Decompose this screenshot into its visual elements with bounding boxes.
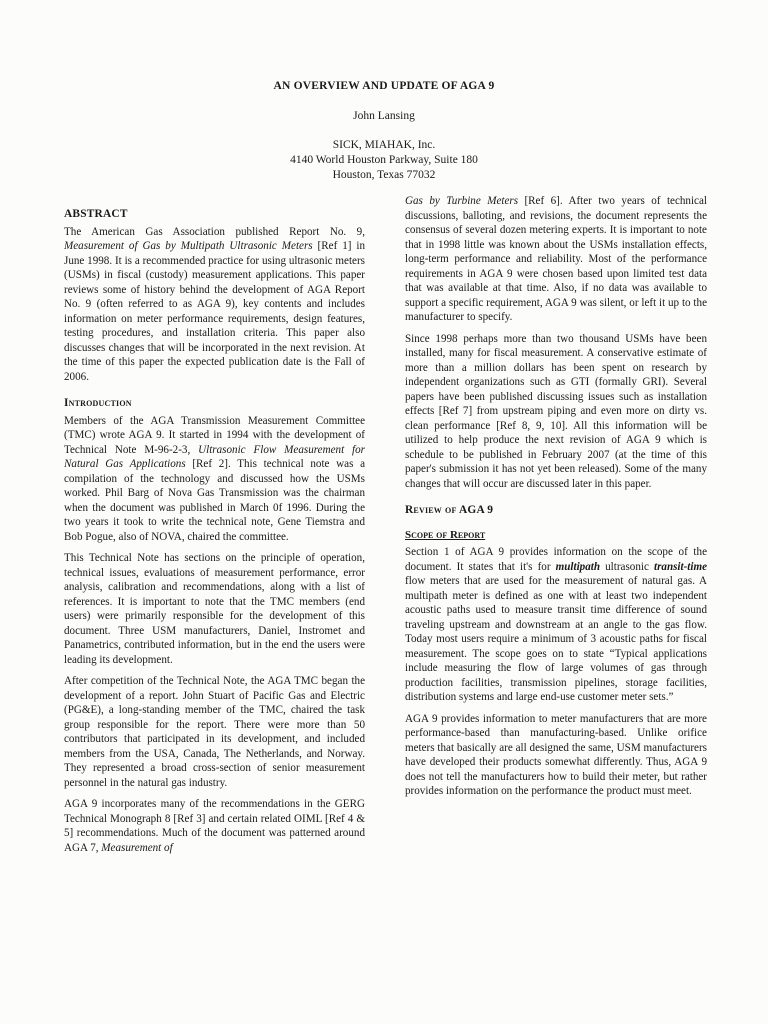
- right-column: [405, 194, 707, 806]
- intro-paragraph-4: AGA 9 incorporates many of the recommendations in the GERG Technical Monograph 8 [Ref 3] and certain related OIML [Ref 4 & 5] recommendations. Much of the document was patterned around AGA 7, Measurement of: [64, 798, 365, 854]
- continued-paragraph: Gas by Turbine Meters [Ref 6]. After two years of technical discussions, balloting, and revisions, the document represents the consensus of several dozen metering experts. It is important to note that in 1998 little was known about the USMs installation effects, long-term performance and reliability. Most of the performance requirements in AGA 9 were chosen based upon limited test data that was available at that time. Also, if no data was available to support a specific requirement, AGA 9 was silent, or left it up to the manufacturer to specify.: [405, 195, 707, 323]
- intro-paragraph-1: Members of the AGA Transmission Measurement Committee (TMC) wrote AGA 9. It started in 1994 with the development of Technical Note M-96-2-3, Ultrasonic Flow Measurement for Natural Gas Applications [Ref 2]. This technical note was a compilation of the technology and discussed how the USMs worked. Phil Barg of Nova Gas Transmission was the chairman when the document was published in March 0f 1996. During the two years it took to write the technical note, Gene Tiemstra and Bob Pogue, also of NOVA, chaired the committee.: [64, 414, 365, 543]
- since-1998-paragraph: Since 1998 perhaps more than two thousand USMs have been installed, many for fiscal measurement. A conservative estimate of more than a million dollars has been spent on research by independent organizations such as GTI (formally GRI). Several papers have been published discussing issues such as installation effects [Ref 7] from upstream piping and even more on dirty vs. clean performance [Ref 8, 9, 10]. All this information will be utilized to help produce the next revision of AGA 9 which is schedule to be published in February 2007 (at the time of this paper's submission it has not yet been released). Some of the many changes that will occur are discussed later in this paper.: [405, 332, 707, 490]
- left-column: [64, 207, 365, 862]
- scope-paragraph-1: Section 1 of AGA 9 provides information on the scope of the document. It states that it's for multipath ultrasonic transit-time flow meters that are used for the measurement of natural gas. A multipath meter is defined as one with at least two independent acoustic paths used to measure transit time difference of sound traveling upstream and downstream at an angle to the gas flow. Today most users require a minimum of 3 acoustic paths for fiscal measurement. The scope goes on to state “Typical applications include measuring the flow of large volumes of gas through production facilities, transmission pipelines, storage facilities, distribution systems and large end-use customer meter sets.”: [405, 546, 708, 703]
- affiliation-address: 4140 World Houston Parkway, Suite 180: [290, 154, 478, 166]
- scope-heading: Scope of Report: [405, 528, 486, 541]
- introduction-heading: Introduction: [64, 397, 132, 409]
- abstract-paragraph: The American Gas Association published Report No. 9, Measurement of Gas by Multipath Ultrasonic Meters [Ref 1] in June 1998. It is a recommended practice for using ultrasonic meters (USMs) in fiscal (custody) measurement applications. This paper reviews some of history behind the development of AGA Report No. 9 (often referred to as AGA 9), key contents and includes information on meter performance requirements, design features, testing procedures, and installation criteria. This paper also discusses changes that will be incorporated in the next revision. At the time of this paper the expected publication date is the Fall of 2006.: [64, 225, 366, 383]
- author-name: John Lansing: [353, 110, 415, 122]
- review-heading: Review of AGA 9: [405, 504, 494, 516]
- paper-title: AN OVERVIEW AND UPDATE OF AGA 9: [273, 80, 495, 92]
- intro-paragraph-2: This Technical Note has sections on the principle of operation, technical issues, evaluations of measurement performance, error analysis, calibration and recommendations, along with a list of references. It is important to note that the TMC members (end users) were primarily responsible for the development of this document. Three USM manufacturers, Daniel, Instromet and Panametrics, contributed information, but in the end the users were leading its development.: [64, 552, 365, 666]
- affiliation-company: SICK, MIAHAK, Inc.: [332, 139, 436, 151]
- scope-paragraph-2: AGA 9 provides information to meter manufacturers that are more performance-based than manufacturing-based. Unlike orifice meters that basically are all designed the same, USM manufacturers have developed their products somewhat differently. Thus, AGA 9 does not tell the manufacturers how to build their meter, but rather provides information on the performance the product must meet.: [405, 712, 707, 797]
- abstract-heading: ABSTRACT: [64, 208, 128, 220]
- intro-paragraph-3: After competition of the Technical Note, the AGA TMC began the development of a report. John Stuart of Pacific Gas and Electric (PG&E), a long-standing member of the TMC, chaired the task group responsible for the report. There were more than 50 contributors that participated in its development, and included members from the USA, Canada, The Netherlands, and Norway. They represented a broad cross-section of senior measurement personnel in the natural gas industry.: [64, 675, 365, 789]
- affiliation-city: Houston, Texas 77032: [332, 169, 436, 181]
